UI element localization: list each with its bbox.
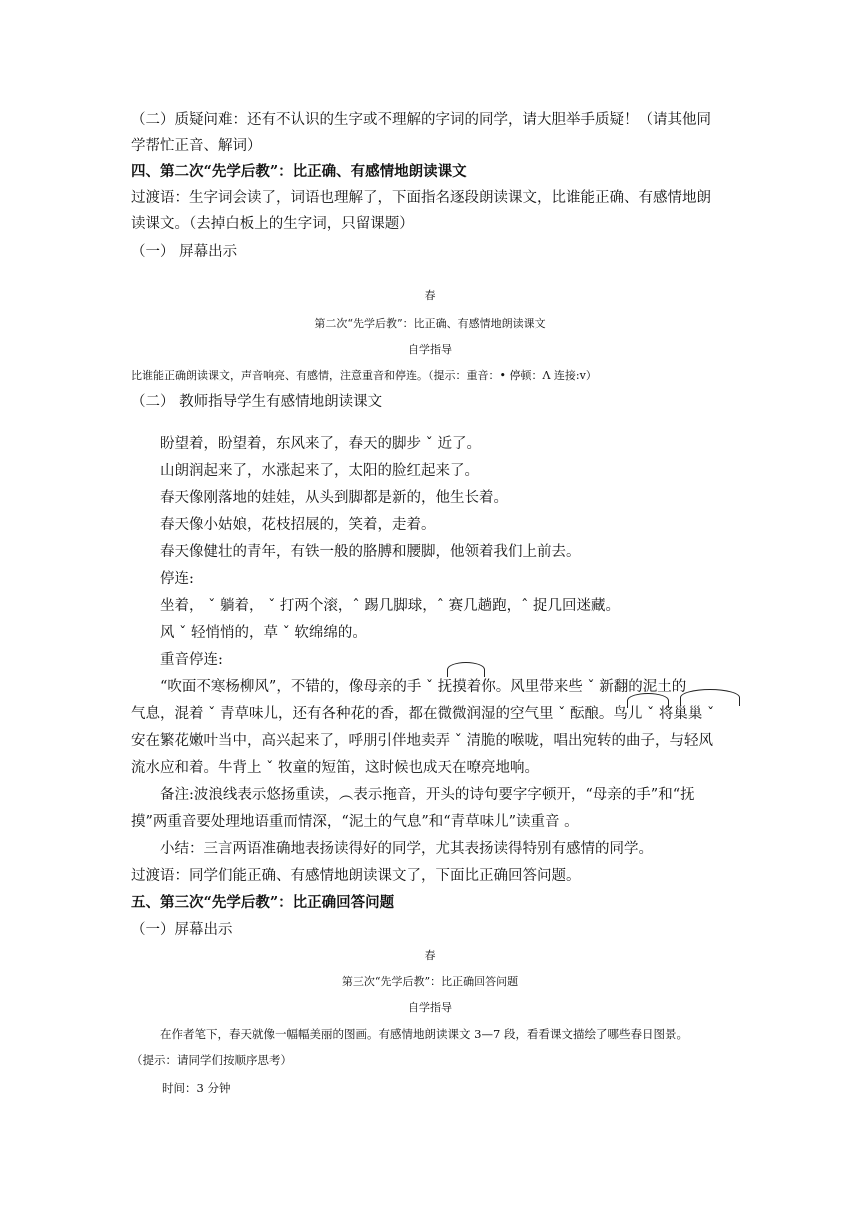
section-heading-5: 五、第三次“先学后教”：比正确回答问题 — [131, 894, 395, 911]
screen-slide-hint: （提示：请同学们按顺序思考） — [131, 1053, 292, 1067]
paragraph-line: 学帮忙正音、解词） — [131, 138, 262, 154]
drag-mark-arc — [447, 662, 485, 677]
text-excerpt-line: 风 ˇ 轻悄悄的，草 ˇ 软绵绵的。 — [160, 625, 367, 641]
note-line: 备注:波浪线表示悠扬重读，︵表示拖音，开头的诗句要字字顿开，“母亲的手”和“抚 — [160, 787, 695, 803]
stress-pause-label: 重音停连: — [160, 652, 223, 668]
subsection-label: （一）屏幕出示 — [131, 922, 233, 938]
text-excerpt-line: 气息，混着 ˇ 青草味儿，还有各种花的香，都在微微润湿的空气里 ˇ 酝酿。鸟儿 ˇ 将巢巢 ˇ — [131, 706, 715, 722]
text-excerpt-line: 坐着， ˇ 躺着， ˇ 打两个滚，ˆ 踢几脚球，ˆ 赛几趟跑，ˆ 捉几回迷藏。 — [160, 598, 621, 614]
pause-label: 停连: — [160, 571, 194, 587]
paragraph-line: （二）质疑问难：还有不认识的生字或不理解的字词的同学，请大胆举手质疑！（请其他同 — [131, 112, 711, 128]
text-excerpt-line: 春天像小姑娘，花枝招展的，笑着，走着。 — [160, 517, 436, 533]
screen-slide-time: 时间：3 分钟 — [162, 1081, 231, 1095]
text-excerpt-line: “吹面不寒杨柳风”，不错的，像母亲的手 ˇ 抚摸着你。风里带来些 ˇ 新翻的泥土的 — [160, 679, 687, 695]
paragraph-line: 过渡语：同学们能正确、有感情地朗读课文了，下面比正确回答问题。 — [131, 868, 581, 884]
summary-line: 小结：三言两语准确地表扬读得好的同学，尤其表扬读得特别有感情的同学。 — [160, 841, 653, 857]
text-excerpt-line: 盼望着，盼望着，东风来了，春天的脚步 ˇ 近了。 — [160, 436, 481, 452]
text-excerpt-line: 安在繁花嫩叶当中，高兴起来了，呼朋引伴地卖弄 ˇ 清脆的喉咙，唱出宛转的曲子，与轻风 — [131, 733, 713, 749]
text-excerpt-line: 春天像刚落地的娃娃，从头到脚都是新的，他生长着。 — [160, 490, 508, 506]
screen-slide-title: 春 — [424, 949, 436, 962]
screen-slide-subtitle: 第二次“先学后教”：比正确、有感情地朗读课文 — [314, 317, 546, 330]
screen-slide-body: 在作者笔下，春天就像一幅幅美丽的图画。有感情地朗读课文 3—7 段，看看课文描绘了哪些春日图景。 — [160, 1027, 688, 1041]
screen-slide-body: 比谁能正确朗读课文，声音响亮、有感情，注意重音和停连。（提示：重音：• 停顿：Λ 连接:v） — [131, 369, 597, 382]
screen-slide-subtitle: 第三次“先学后教”：比正确回答问题 — [341, 975, 519, 988]
text-excerpt-line: 山朗润起来了，水涨起来了，太阳的脸红起来了。 — [160, 463, 479, 479]
text-excerpt-line: 流水应和着。牛背上 ˇ 牧童的短笛，这时候也成天在嘹亮地响。 — [131, 760, 539, 776]
paragraph-line: 过渡语：生字词会读了，词语也理解了，下面指名逐段朗读课文，比谁能正确、有感情地朗 — [131, 190, 711, 206]
subsection-label: （一） 屏幕出示 — [131, 244, 238, 260]
screen-slide-heading: 自学指导 — [408, 1001, 452, 1014]
screen-slide-heading: 自学指导 — [408, 343, 452, 356]
subsection-label: （二） 教师指导学生有感情地朗读课文 — [131, 394, 383, 410]
screen-slide-title: 春 — [424, 289, 436, 302]
text-excerpt-line: 春天像健壮的青年，有铁一般的胳膊和腰脚，他领着我们上前去。 — [160, 544, 581, 560]
note-line: 摸”两重音要处理地语重而情深，“泥土的气息”和“青草味儿”读重音 。 — [131, 814, 579, 830]
section-heading-4: 四、第二次“先学后教”：比正确、有感情地朗读课文 — [131, 163, 467, 180]
paragraph-line: 读课文。（去掉白板上的生字词，只留课题） — [131, 216, 414, 232]
